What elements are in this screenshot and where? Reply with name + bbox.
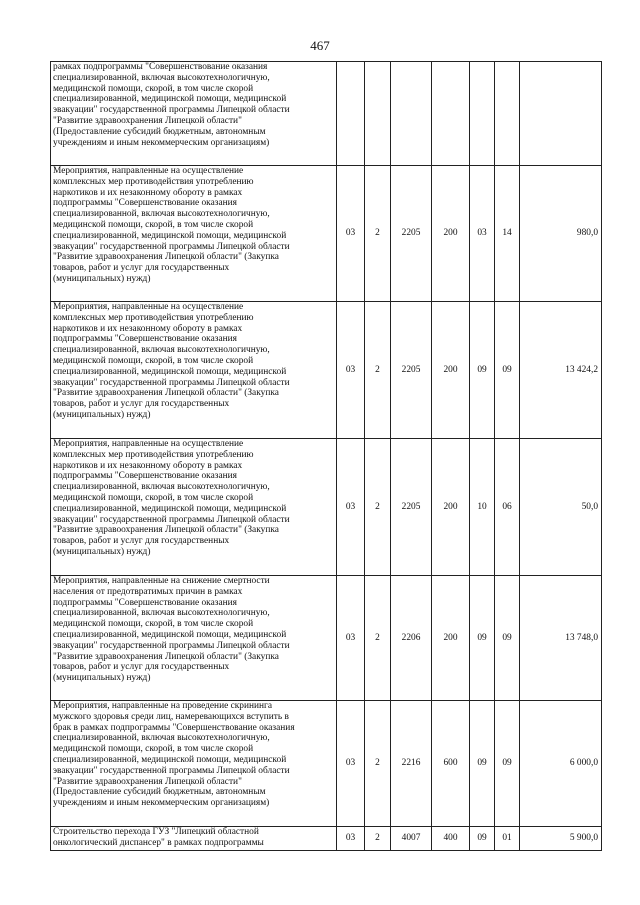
cell-amount: 5 900,0 bbox=[520, 827, 602, 851]
cell-code-4 bbox=[432, 62, 470, 166]
description-line: подпрограммы "Совершенствование оказания bbox=[53, 597, 237, 608]
description-line: специализированной, включая высокотехнологичную, bbox=[53, 72, 270, 83]
description-line: специализированной, включая высокотехнологичную, bbox=[53, 482, 270, 493]
description-line: мужского здоровья среди лиц, намеревающихся вступить в bbox=[53, 711, 289, 722]
description-line: "Развитие здравоохранения Липецкой области" (Закупка bbox=[53, 252, 279, 263]
description-line: (муниципальных) нужд) bbox=[53, 673, 151, 684]
description-line: эвакуации" государственной программы Липецкой области bbox=[53, 377, 290, 388]
cell-code-5 bbox=[470, 62, 495, 166]
cell-code-3: 2206 bbox=[391, 576, 432, 701]
cell-code-4: 600 bbox=[432, 701, 470, 827]
description-line: комплексных мер противодействия употреблению bbox=[53, 176, 254, 187]
cell-code-2: 2 bbox=[365, 576, 391, 701]
row-description bbox=[51, 827, 337, 851]
description-line: Строительство перехода ГУЗ "Липецкий областной bbox=[53, 827, 259, 837]
table-row bbox=[51, 302, 602, 439]
description-line: подпрограммы "Совершенствование оказания bbox=[53, 334, 237, 345]
cell-code-6: 01 bbox=[495, 827, 520, 851]
description-line: медицинской помощи, скорой, в том числе скорой bbox=[53, 219, 254, 230]
cell-code-5: 10 bbox=[470, 439, 495, 576]
description-line: специализированной, медицинской помощи, медицинской bbox=[53, 366, 287, 377]
description-line: товаров, работ и услуг для государственных bbox=[53, 662, 230, 673]
row-description bbox=[51, 439, 337, 576]
cell-code-3: 2205 bbox=[391, 302, 432, 439]
table-row bbox=[51, 701, 602, 827]
cell-code-2: 2 bbox=[365, 701, 391, 827]
description-line: медицинской помощи, скорой, в том числе скорой bbox=[53, 355, 254, 366]
description-line: "Развитие здравоохранения Липецкой области" (Закупка bbox=[53, 651, 279, 662]
cell-code-2: 2 bbox=[365, 166, 391, 302]
description-line: учреждениям и иным некоммерческим организациям) bbox=[53, 798, 270, 809]
description-line: учреждениям и иным некоммерческим организациям) bbox=[53, 137, 270, 148]
description-line: специализированной, включая высокотехнологичную, bbox=[53, 345, 270, 356]
cell-code-1: 03 bbox=[337, 576, 365, 701]
description-line: товаров, работ и услуг для государственных bbox=[53, 536, 230, 547]
description-line: рамках подпрограммы "Совершенствование оказания bbox=[53, 62, 268, 72]
cell-amount: 13 748,0 bbox=[520, 576, 602, 701]
description-line: населения от предотвратимых причин в рамках bbox=[53, 586, 243, 597]
budget-table bbox=[50, 61, 602, 851]
description-line: (Предоставление субсидий бюджетным, автономным bbox=[53, 787, 266, 798]
cell-code-3: 2216 bbox=[391, 701, 432, 827]
description-line: (муниципальных) нужд) bbox=[53, 273, 151, 284]
table-row bbox=[51, 166, 602, 302]
description-line: специализированной, медицинской помощи, медицинской bbox=[53, 503, 287, 514]
cell-code-1: 03 bbox=[337, 302, 365, 439]
description-line: специализированной, медицинской помощи, медицинской bbox=[53, 94, 287, 105]
description-line: медицинской помощи, скорой, в том числе скорой bbox=[53, 83, 254, 94]
cell-code-4: 200 bbox=[432, 166, 470, 302]
cell-amount bbox=[520, 62, 602, 166]
description-line: Мероприятия, направленные на осуществление bbox=[53, 439, 244, 449]
cell-code-5: 09 bbox=[470, 827, 495, 851]
cell-code-3: 4007 bbox=[391, 827, 432, 851]
description-line: товаров, работ и услуг для государственных bbox=[53, 399, 230, 410]
table-row bbox=[51, 827, 602, 851]
row-description bbox=[51, 302, 337, 439]
cell-code-6: 06 bbox=[495, 439, 520, 576]
description-line: наркотиков и их незаконному обороту в рамках bbox=[53, 460, 243, 471]
description-line: "Развитие здравоохранения Липецкой области" (Закупка bbox=[53, 388, 279, 399]
description-line: Мероприятия, направленные на снижение смертности bbox=[53, 576, 270, 586]
description-line: "Развитие здравоохранения Липецкой области" bbox=[53, 776, 242, 787]
table-row bbox=[51, 576, 602, 701]
page-number: 467 bbox=[310, 38, 330, 53]
cell-code-2: 2 bbox=[365, 827, 391, 851]
table-row bbox=[51, 439, 602, 576]
cell-code-6: 09 bbox=[495, 302, 520, 439]
description-line: товаров, работ и услуг для государственных bbox=[53, 263, 230, 274]
description-line: Мероприятия, направленные на осуществление bbox=[53, 166, 244, 176]
cell-amount: 50,0 bbox=[520, 439, 602, 576]
cell-code-2 bbox=[365, 62, 391, 166]
row-description bbox=[51, 576, 337, 701]
description-line: медицинской помощи, скорой, в том числе скорой bbox=[53, 619, 254, 630]
description-line: специализированной, медицинской помощи, медицинской bbox=[53, 629, 287, 640]
description-line: брак в рамках подпрограммы "Совершенствование оказания bbox=[53, 722, 295, 733]
cell-code-1 bbox=[337, 62, 365, 166]
cell-amount: 13 424,2 bbox=[520, 302, 602, 439]
description-line: специализированной, включая высокотехнологичную, bbox=[53, 608, 270, 619]
row-description bbox=[51, 62, 337, 166]
cell-code-1: 03 bbox=[337, 701, 365, 827]
description-line: Мероприятия, направленные на проведение скрининга bbox=[53, 701, 273, 711]
cell-code-6: 09 bbox=[495, 701, 520, 827]
description-line: подпрограммы "Совершенствование оказания bbox=[53, 471, 237, 482]
description-line: комплексных мер противодействия употреблению bbox=[53, 312, 254, 323]
description-line: специализированной, медицинской помощи, медицинской bbox=[53, 754, 287, 765]
description-line: медицинской помощи, скорой, в том числе скорой bbox=[53, 492, 254, 503]
description-line: "Развитие здравоохранения Липецкой области" bbox=[53, 115, 242, 126]
cell-code-4: 400 bbox=[432, 827, 470, 851]
description-line: (Предоставление субсидий бюджетным, автономным bbox=[53, 126, 266, 137]
cell-code-6: 09 bbox=[495, 576, 520, 701]
cell-code-1: 03 bbox=[337, 166, 365, 302]
description-line: эвакуации" государственной программы Липецкой области bbox=[53, 514, 290, 525]
cell-code-1: 03 bbox=[337, 827, 365, 851]
description-line: специализированной, включая высокотехнологичную, bbox=[53, 209, 270, 220]
cell-code-4: 200 bbox=[432, 302, 470, 439]
cell-amount: 6 000,0 bbox=[520, 701, 602, 827]
cell-amount: 980,0 bbox=[520, 166, 602, 302]
cell-code-3: 2205 bbox=[391, 439, 432, 576]
cell-code-5: 09 bbox=[470, 576, 495, 701]
description-line: комплексных мер противодействия употреблению bbox=[53, 449, 254, 460]
table-row bbox=[51, 62, 602, 166]
description-line: (муниципальных) нужд) bbox=[53, 409, 151, 420]
description-line: специализированной, включая высокотехнологичную, bbox=[53, 733, 270, 744]
description-line: наркотиков и их незаконному обороту в рамках bbox=[53, 323, 243, 334]
description-line: (муниципальных) нужд) bbox=[53, 546, 151, 557]
description-line: Мероприятия, направленные на осуществление bbox=[53, 302, 244, 312]
description-line: подпрограммы "Совершенствование оказания bbox=[53, 198, 237, 209]
description-line: "Развитие здравоохранения Липецкой области" (Закупка bbox=[53, 525, 279, 536]
cell-code-3: 2205 bbox=[391, 166, 432, 302]
description-line: эвакуации" государственной программы Липецкой области bbox=[53, 241, 290, 252]
cell-code-5: 09 bbox=[470, 302, 495, 439]
cell-code-3 bbox=[391, 62, 432, 166]
description-line: эвакуации" государственной программы Липецкой области bbox=[53, 765, 290, 776]
cell-code-2: 2 bbox=[365, 439, 391, 576]
cell-code-5: 03 bbox=[470, 166, 495, 302]
description-line: медицинской помощи, скорой, в том числе скорой bbox=[53, 744, 254, 755]
description-line: эвакуации" государственной программы Липецкой области bbox=[53, 640, 290, 651]
cell-code-5: 09 bbox=[470, 701, 495, 827]
description-line: эвакуации" государственной программы Липецкой области bbox=[53, 105, 290, 116]
cell-code-2: 2 bbox=[365, 302, 391, 439]
cell-code-4: 200 bbox=[432, 576, 470, 701]
table-body bbox=[51, 62, 602, 851]
cell-code-4: 200 bbox=[432, 439, 470, 576]
row-description bbox=[51, 166, 337, 302]
description-line: онкологический диспансер" в рамках подпрограммы bbox=[53, 837, 264, 848]
row-description bbox=[51, 701, 337, 827]
cell-code-1: 03 bbox=[337, 439, 365, 576]
description-line: наркотиков и их незаконному обороту в рамках bbox=[53, 187, 243, 198]
cell-code-6: 14 bbox=[495, 166, 520, 302]
description-line: специализированной, медицинской помощи, медицинской bbox=[53, 230, 287, 241]
cell-code-6 bbox=[495, 62, 520, 166]
